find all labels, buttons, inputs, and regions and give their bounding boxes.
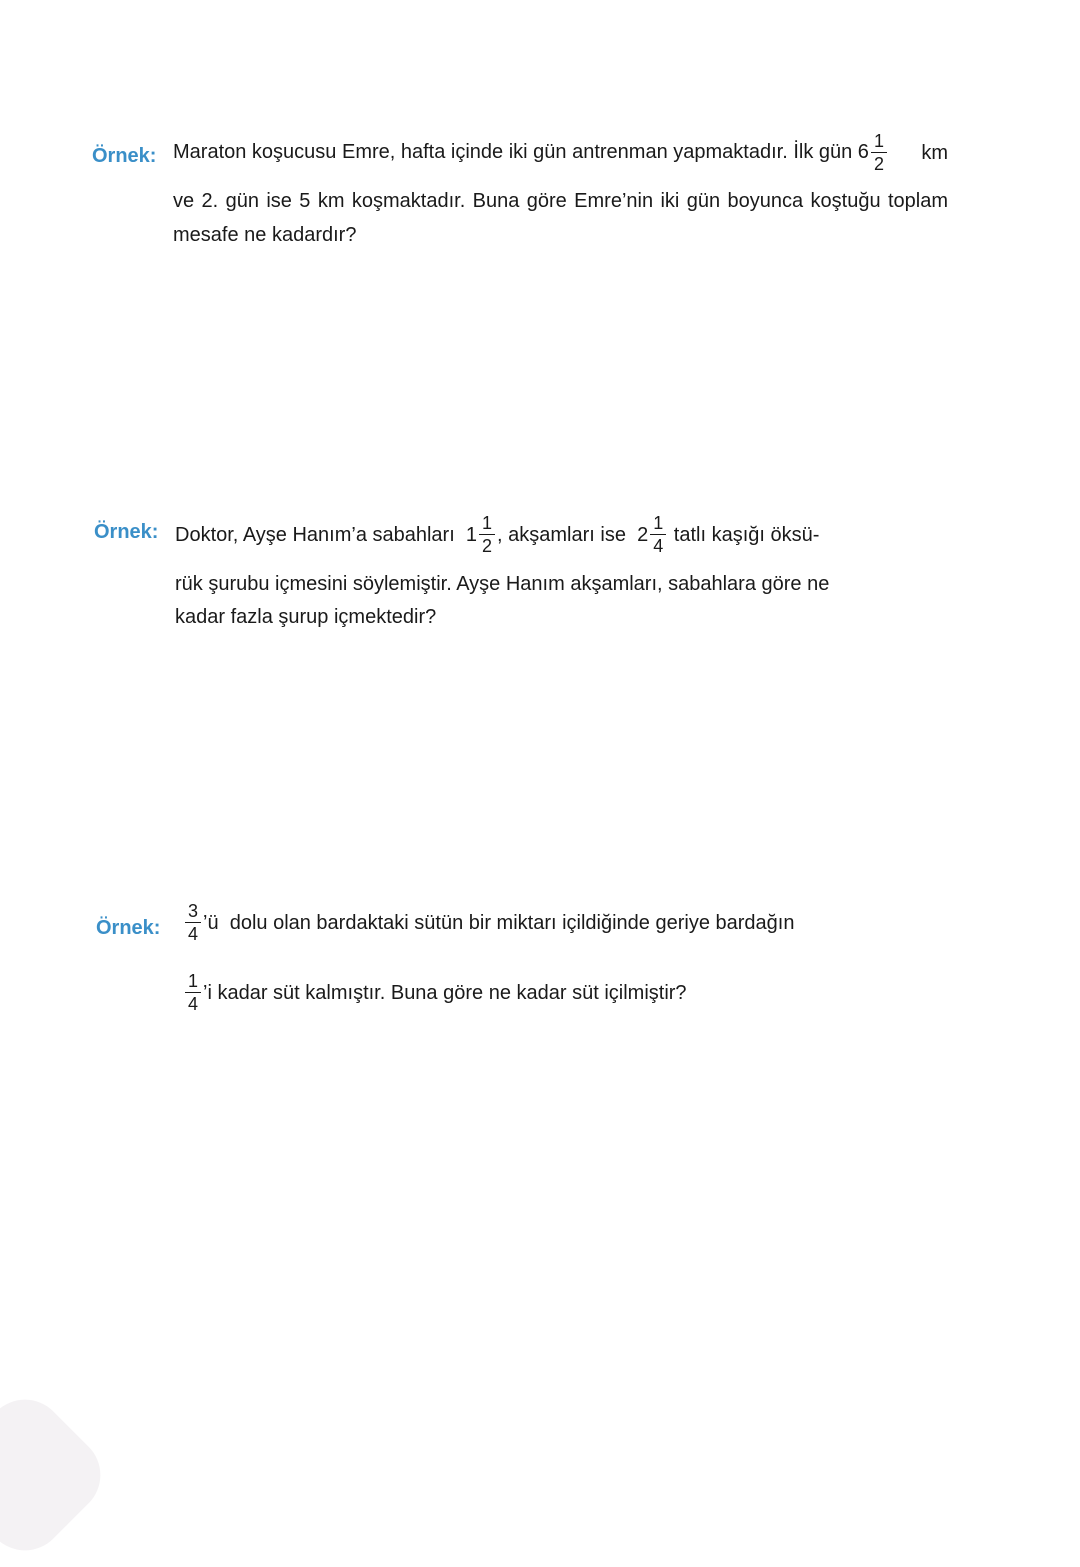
fraction: $\frac{1}{4}$ xyxy=(650,514,666,555)
example-2-text-b: , akşamları ise 2 xyxy=(497,523,649,546)
example-label: Örnek: xyxy=(96,917,161,939)
fraction: $\frac{3}{4}$ xyxy=(185,902,201,943)
example-1-line-2: ve 2. gün ise 5 km koşmaktadır. Buna göre Emre’nin iki gün boyunca koştuğu toplam xyxy=(173,190,948,212)
example-1-line-1 xyxy=(173,132,948,173)
fraction: $\frac{1}{2}$ xyxy=(479,514,495,555)
unit-km: km xyxy=(921,141,948,164)
example-3-line-2 xyxy=(183,972,687,1013)
fraction: $\frac{1}{2}$ xyxy=(871,132,887,173)
example-2-line-1 xyxy=(175,514,819,555)
example-2-text-a: Doktor, Ayşe Hanım’a sabahları 1 xyxy=(175,523,478,546)
example-2-line-2: rük şurubu içmesini söylemiştir. Ayşe Hanım akşamları, sabahlara göre ne xyxy=(175,573,830,595)
example-1-line-3: mesafe ne kadardır? xyxy=(173,224,357,246)
decorative-corner-shape xyxy=(0,1383,117,1567)
example-label: Örnek: xyxy=(92,145,157,167)
fraction: $\frac{1}{4}$ xyxy=(185,972,201,1013)
example-3-text-2: ’i kadar süt kalmıştır. Buna göre ne kadar süt içilmiştir? xyxy=(203,981,687,1004)
example-2-text-c: tatlı kaşığı öksü- xyxy=(668,523,820,546)
example-3-line-1 xyxy=(183,902,794,943)
example-1-text: Maraton koşucusu Emre, hafta içinde iki gün antrenman yapmaktadır. İlk gün 6 xyxy=(173,140,869,163)
example-2-line-3: kadar fazla şurup içmektedir? xyxy=(175,606,437,628)
example-3-text-1: ’ü dolu olan bardaktaki sütün bir miktarı içildiğinde geriye bardağın xyxy=(203,911,795,934)
example-label: Örnek: xyxy=(94,521,159,543)
